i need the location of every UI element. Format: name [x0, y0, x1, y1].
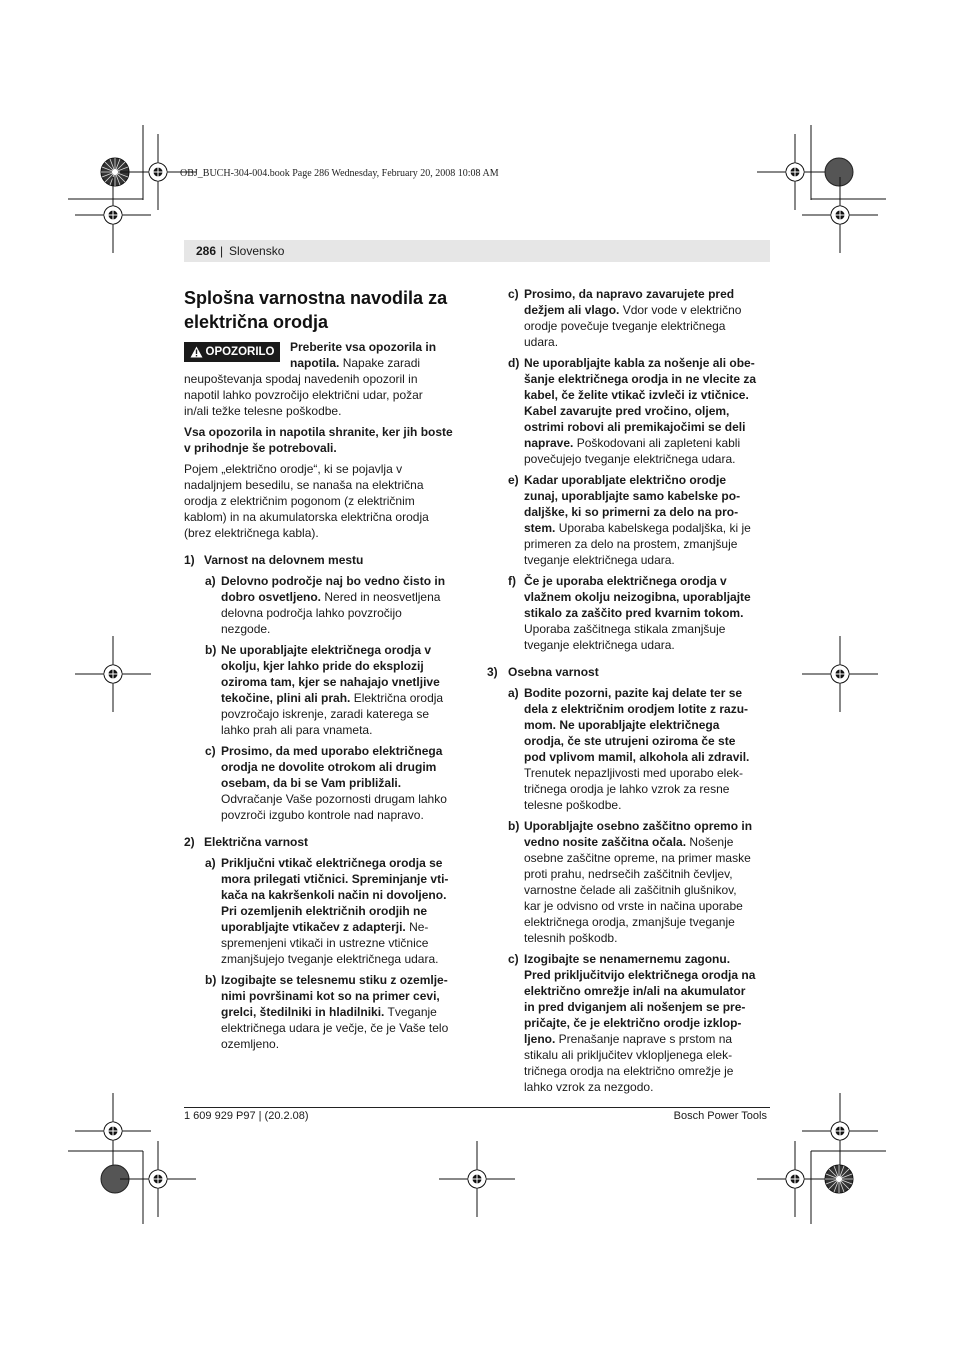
section-1-title: Varnost na delovnem mestu — [204, 553, 364, 567]
item-line: kar je odvisno od vrste in načina uporabe — [524, 899, 743, 913]
item-line: stikalo za zaščito pred kvarnim tokom. — [524, 606, 744, 620]
item-line: Kadar uporabljate električno orodje — [524, 473, 727, 487]
item-line: Odvračanje Vaše pozornosti drugam lahko — [221, 792, 447, 806]
warning-triangle-icon — [190, 346, 203, 358]
term-line: Pojem „električno orodje“, ki se pojavlja v — [184, 462, 403, 476]
item-line: osebam, da bi se Vam približali. — [221, 776, 402, 790]
warning-badge — [184, 342, 280, 362]
item-text — [524, 951, 774, 1095]
item-text — [524, 355, 774, 467]
item-line: ozemljeno. — [221, 1037, 280, 1051]
item-line: naprave. Poškodovani ali zapleteni kabli — [524, 436, 741, 450]
item-label: e) — [508, 473, 519, 487]
item-line: Prosimo, da napravo zavarujete pred — [524, 287, 735, 301]
item-label: a) — [205, 574, 216, 588]
item-line: Prosimo, da med uporabo električnega — [221, 744, 443, 758]
item-line: orodje povečuje tveganje električnega — [524, 319, 726, 333]
item-label: b) — [508, 819, 520, 833]
section-number: 2) — [184, 835, 195, 849]
item-text — [524, 573, 774, 653]
item-line: kabel, če želite vtikač izvleči iz vtičnice. — [524, 388, 749, 402]
item-text — [221, 972, 471, 1052]
section-2-title-wrap — [204, 834, 308, 850]
item-line: Izogibajte se nenamernemu zagonu. — [524, 952, 731, 966]
item-text — [524, 472, 774, 568]
item-line: oziroma tam, kjer se nahajajo vnetljive — [221, 675, 440, 689]
item-line: tveganje električnega udara. — [524, 553, 675, 567]
item-line: ostrimi robovi ali premikajočimi se deli — [524, 420, 746, 434]
item-line: vedno nosite zaščitna očala. Nošenje — [524, 835, 734, 849]
item-text — [524, 685, 774, 813]
item-line: Bodite pozorni, pazite kaj delate ter se — [524, 686, 743, 700]
item-line: tričnega orodja na električno omrežje je — [524, 1064, 734, 1078]
item-line: tveganje električnega udara. — [524, 638, 675, 652]
item-line: lahko prah ali para vnameta. — [221, 723, 373, 737]
warning-badge-label: OPOZORILO — [205, 346, 275, 358]
item-line: nimi površinami kot so na primer cevi, — [221, 989, 440, 1003]
footer-document-code: 1 609 929 P97 | (20.2.08) — [184, 1110, 309, 1122]
item-line: Ne uporabljajte kabla za nošenje ali obe- — [524, 356, 755, 370]
item-line: Delovno področje naj bo vedno čisto in — [221, 574, 446, 588]
item-line: Uporaba zaščitnega stikala zmanjšuje — [524, 622, 726, 636]
header-language: Slovensko — [229, 244, 285, 258]
item-line: tričnega orodja je lahko vzrok za resne — [524, 782, 730, 796]
item-line: proti prahu, nedrsečih zaščitnih čevljev, — [524, 867, 733, 881]
intro-line: neupoštevanja spodaj navedenih opozoril in — [184, 372, 418, 386]
intro-paragraph — [184, 371, 474, 419]
section-2-heading — [184, 834, 195, 850]
item-line: električno omrežje in/ali na akumulator — [524, 984, 746, 998]
item-line: primeren za delo na prostem, zmanjšuje — [524, 537, 738, 551]
intro-lead — [290, 339, 470, 371]
item-line: in pred dviganjem ali nošenjem se pre- — [524, 1000, 746, 1014]
item-line: okolju, kjer lahko pride do eksplozij — [221, 659, 424, 673]
item-line: Pri ozemljenih električnih orodjih ne — [221, 904, 428, 918]
item-text — [221, 855, 471, 967]
intro-line: in/ali težke telesne poškodbe. — [184, 404, 342, 418]
item-text — [221, 642, 471, 738]
page-title: Splošna varnostna navodila za električna orodja — [184, 288, 448, 332]
item-line: daljške, ki so primerni za delo na pro- — [524, 505, 739, 519]
item-line: zmanjšujejo tveganje električnega udara. — [221, 952, 439, 966]
item-line: uporabljajte vtikačev z adapterji. Ne- — [221, 920, 429, 934]
item-text — [221, 743, 471, 823]
item-line: orodja, če ste utrujeni oziroma če ste — [524, 734, 736, 748]
item-line: mora prilegati vtičnici. Spreminjanje vti- — [221, 872, 449, 886]
item-line: nezgode. — [221, 622, 271, 636]
term-line: orodja z električnim pogonom (z električnim — [184, 494, 415, 508]
item-line: telesnih poškodb. — [524, 931, 618, 945]
item-label: a) — [508, 686, 519, 700]
header-separator: | — [220, 244, 224, 258]
item-line: povzročajo iskrenje, zaradi katerega se — [221, 707, 430, 721]
item-line: stikalu ali priključitev vklopljenega elek- — [524, 1048, 733, 1062]
item-text — [221, 573, 471, 637]
section-3-heading — [487, 664, 498, 680]
item-line: pričajte, če je električno orodje izklop- — [524, 1016, 742, 1030]
item-label: c) — [508, 952, 519, 966]
print-info: OBJ_BUCH-304-004.book Page 286 Wednesday, February 20, 2008 10:08 AM — [180, 168, 499, 179]
item-label: c) — [508, 287, 519, 301]
item-line: električnega orodja, zmanjšuje tveganje — [524, 915, 735, 929]
item-line: osebne zaščitne opreme, na primer maske — [524, 851, 751, 865]
item-line: električnega udara je večje, če je Vaše telo — [221, 1021, 449, 1035]
item-line: Ne uporabljajte električnega orodja v — [221, 643, 432, 657]
section-1-title-wrap — [204, 552, 363, 568]
item-line: Trenutek nepazljivosti med uporabo elek- — [524, 766, 744, 780]
section-2-title: Električna varnost — [204, 835, 309, 849]
item-line: kača na kakršenkoli način ni dovoljeno. — [221, 888, 447, 902]
item-line: tekočine, plini ali prah. Električna orodja — [221, 691, 444, 705]
term-line: nadaljnjem besedilu, se nanaša na električna — [184, 478, 424, 492]
item-line: povečujejo tveganje električnega udara. — [524, 452, 736, 466]
item-line: spremenjeni vtikači in ustrezne vtičnice — [221, 936, 429, 950]
section-3-title-wrap — [508, 664, 599, 680]
item-line: grelci, štedilniki in hladilniki. Tveganje — [221, 1005, 437, 1019]
item-line: dežjem ali vlago. Vdor vode v električno — [524, 303, 742, 317]
intro-line: napotil lahko povzročijo električni udar, požar — [184, 388, 423, 402]
item-label: d) — [508, 356, 520, 370]
item-line: Priključni vtikač električnega orodja se — [221, 856, 443, 870]
item-line: povzroči izgubo kontrole nad napravo. — [221, 808, 424, 822]
item-line: dobro osvetljeno. Nered in neosvetljena — [221, 590, 441, 604]
item-line: mom. Ne uporabljajte električnega — [524, 718, 720, 732]
term-line: (brez električnega kabla). — [184, 526, 319, 540]
item-line: stem. Uporaba kabelskega podaljška, ki je — [524, 521, 751, 535]
item-line: Če je uporaba električnega orodja v — [524, 574, 727, 588]
footer-brand: Bosch Power Tools — [673, 1110, 767, 1122]
term-line: kablom) in na akumulatorska električna orodja — [184, 510, 429, 524]
item-line: Uporabljajte osebno zaščitno opremo in — [524, 819, 753, 833]
section-number: 1) — [184, 553, 195, 567]
item-label: b) — [205, 973, 217, 987]
item-line: dela z električnim orodjem lotite z razu- — [524, 702, 749, 716]
item-text — [524, 286, 774, 350]
section-1-heading — [184, 552, 195, 568]
item-line: varnostne čelade ali zaščitnih glušnikov, — [524, 883, 737, 897]
item-line: Kabel zavarujte pred vročino, oljem, — [524, 404, 730, 418]
item-line: pod vplivom mamil, alkohola ali zdravil. — [524, 750, 750, 764]
keep-instructions — [184, 424, 474, 456]
item-line: udara. — [524, 335, 559, 349]
item-label: f) — [508, 574, 516, 588]
keep-line: Vsa opozorila in napotila shranite, ker jih boste — [184, 425, 453, 439]
footer-rule — [184, 1107, 770, 1108]
section-number: 3) — [487, 665, 498, 679]
item-line: vlažnem okolju neizogibna, uporabljajte — [524, 590, 751, 604]
intro-bold-text: Preberite vsa opozorila in napotila. Napake zaradi — [290, 340, 437, 370]
item-line: lahko vzrok za nezgodo. — [524, 1080, 654, 1094]
item-text — [524, 818, 774, 946]
item-label: a) — [205, 856, 216, 870]
page-header — [184, 240, 770, 262]
item-line: Izogibajte se telesnemu stiku z ozemlje- — [221, 973, 448, 987]
term-definition — [184, 461, 474, 541]
item-label: c) — [205, 744, 216, 758]
keep-line: v prihodnje še potrebovali. — [184, 441, 337, 455]
item-line: Pred priključitvijo električnega orodja na — [524, 968, 756, 982]
item-line: ljeno. Prenašanje naprave s prstom na — [524, 1032, 733, 1046]
item-line: telesne poškodbe. — [524, 798, 622, 812]
page-number: 286 — [196, 244, 217, 258]
item-line: orodja ne dovolite otrokom ali drugim — [221, 760, 437, 774]
item-line: zunaj, uporabljajte samo kabelske po- — [524, 489, 741, 503]
item-line: šanje električnega orodja in ne vlecite za — [524, 372, 757, 386]
item-line: delovna področja lahko povzročijo — [221, 606, 402, 620]
item-label: b) — [205, 643, 217, 657]
section-3-title: Osebna varnost — [508, 665, 599, 679]
